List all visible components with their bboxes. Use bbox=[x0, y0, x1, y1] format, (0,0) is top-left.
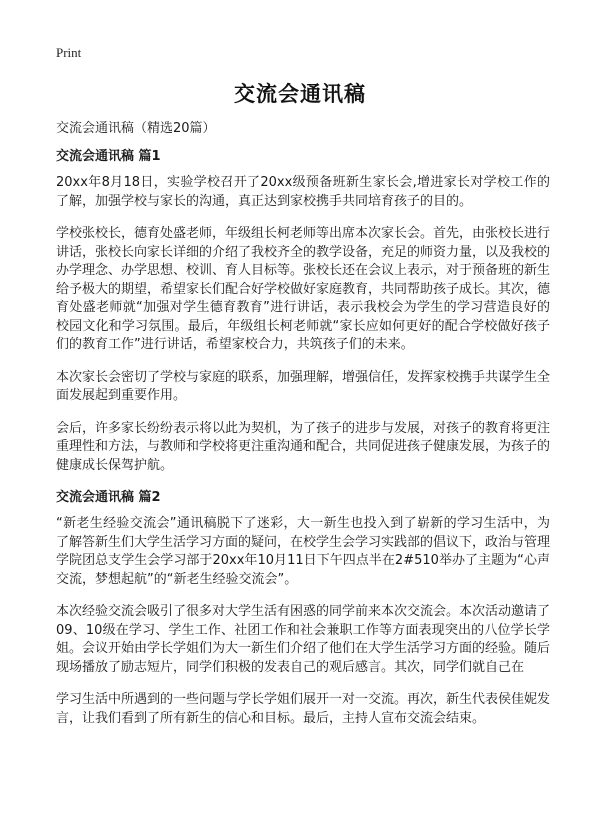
section-heading: 交流会通讯稿 篇2 bbox=[56, 490, 161, 505]
document-body bbox=[56, 120, 550, 741]
section-1 bbox=[56, 148, 550, 475]
print-link[interactable]: Print bbox=[56, 45, 82, 60]
paragraph: 本次家长会密切了学校与家庭的联系，加强理解，增强信任，发挥家校携手共谋学生全面发展起到重要作用。 bbox=[56, 369, 551, 403]
section-heading: 交流会通讯稿 篇1 bbox=[56, 149, 161, 164]
paragraph: 学校张校长，德育处盛老师，年级组长柯老师等出席本次家长会。首先，由张校长进行讲话，张校长向家长详细的介绍了我校齐全的教学设备，充足的师资力量，以及我校的办学理念、办学思想、校训、育人目标等。张校长还在会议上表示，对于预备班的新生给予极大的期望，希望家长们配合好学校做好家庭教育，共同帮助孩子成长。其次，德育处盛老师就“加强对学生德育教育”进行讲话，表示我校会为学生的学习营造良好的校园文化和学习氛围。最后，年级组长柯老师就“家长应如何更好的配合学校做好孩子们的教育工作”进行讲话，希望家校合力，共筑孩子们的未来。 bbox=[56, 226, 551, 352]
paragraph: 本次经验交流会吸引了很多对大学生活有困惑的同学前来本次交流会。本次活动邀请了09、10级在学习、学生工作、社团工作和社会兼职工作等方面表现突出的八位学长学姐。会议开始由学长学姐们为大一新生们介绍了他们在大学生活学习方面的经验。随后现场播放了励志短片，同学们积极的发表自己的观后感言。其次，同学们就自己在 bbox=[56, 604, 551, 675]
section-2 bbox=[56, 489, 550, 728]
paragraph: 20xx年8月18日，实验学校召开了20xx级预备班新生家长会,增进家长对学校工作的了解，加强学校与家长的沟通，真正达到家校携手共同培育孩子的目的。 bbox=[56, 175, 550, 209]
page-title: 交流会通讯稿 bbox=[234, 82, 366, 106]
paragraph: 学习生活中所遇到的一些问题与学长学姐们展开一对一交流。再次，新生代表侯佳妮发言，让我们看到了所有新生的信心和目标。最后，主持人宣布交流会结束。 bbox=[56, 692, 551, 726]
paragraph: 会后，许多家长纷纷表示将以此为契机，为了孩子的进步与发展，对孩子的教育将更注重理性和方法，与教师和学校将更注重沟通和配合，共同促进孩子健康发展，为孩子的健康成长保驾护航。 bbox=[56, 420, 551, 473]
paragraph: “新老生经验交流会”通讯稿脱下了迷彩，大一新生也投入到了崭新的学习生活中，为了解答新生们大学生活学习方面的疑问，在校学生会学习实践部的倡议下，政治与管理学院团总支学生会学习部于20xx年10月11日下午四点半在2#510举办了主题为“心声交流，梦想起航”的“新老生经验交流会”。 bbox=[56, 516, 551, 587]
document-subtitle: 交流会通讯稿（精选20篇） bbox=[56, 121, 216, 136]
